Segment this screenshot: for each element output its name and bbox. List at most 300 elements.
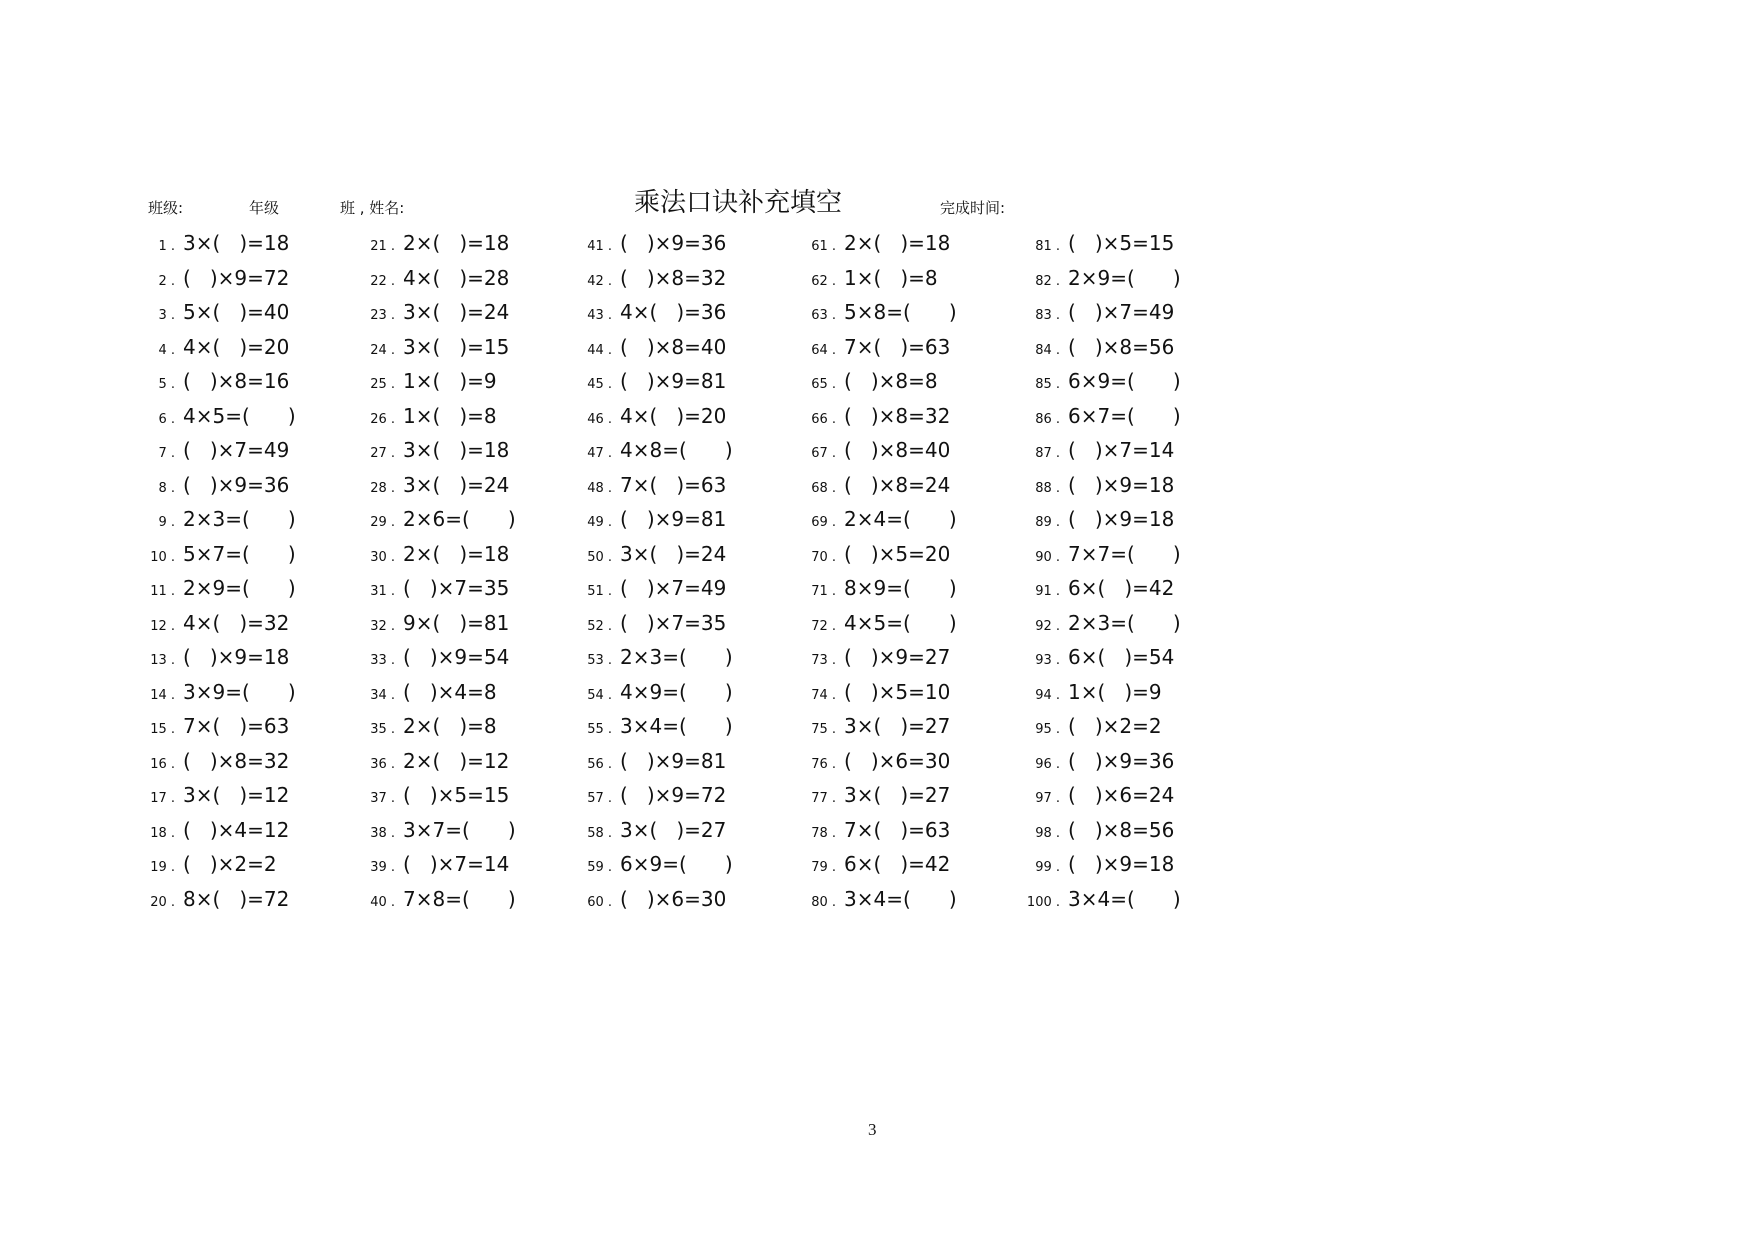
problem-item xyxy=(145,502,296,537)
problem-item xyxy=(582,295,733,330)
problem-item xyxy=(582,847,733,882)
problem-equation: ( )×8=56 xyxy=(1068,817,1175,842)
problem-number: 43 . xyxy=(587,308,612,323)
problem-item xyxy=(582,640,733,675)
problem-number: 93 . xyxy=(1035,653,1060,668)
problem-item xyxy=(1020,364,1181,399)
problem-number: 32 . xyxy=(370,618,395,634)
problem-number: 65 . xyxy=(811,377,836,392)
problem-item xyxy=(806,571,957,606)
problem-equation: ( )×8=40 xyxy=(620,334,727,359)
problem-item xyxy=(145,399,296,434)
problem-equation: ( )×8=32 xyxy=(844,403,951,428)
problem-item xyxy=(365,468,516,503)
problem-item xyxy=(145,744,296,779)
problem-item xyxy=(806,606,957,641)
problem-number: 13 . xyxy=(150,653,175,668)
problem-item xyxy=(365,261,516,296)
problem-item xyxy=(1020,640,1181,675)
problem-number: 97 . xyxy=(1035,791,1060,806)
problem-number: 10 . xyxy=(150,549,175,565)
problem-equation: 4×( )=20 xyxy=(183,334,290,359)
problem-item xyxy=(145,433,296,468)
problem-item xyxy=(145,709,296,744)
problem-number: 53 . xyxy=(587,653,612,668)
problem-number: 45 . xyxy=(587,377,612,392)
problem-number: 85 . xyxy=(1035,377,1060,392)
problem-item xyxy=(145,468,296,503)
problem-number: 77 . xyxy=(811,791,836,806)
problem-equation: 2×3=( ) xyxy=(183,507,296,531)
problem-equation: ( )×9=72 xyxy=(183,265,290,290)
problem-number: 29 . xyxy=(370,515,395,530)
problem-equation: 4×5=( ) xyxy=(183,403,296,428)
problem-equation: ( )×7=14 xyxy=(403,852,510,876)
problem-equation: 3×( )=27 xyxy=(844,783,951,807)
problem-item xyxy=(582,778,733,813)
problem-item xyxy=(145,261,296,296)
problem-equation: 5×7=( ) xyxy=(183,541,296,566)
problem-item xyxy=(806,399,957,434)
problem-number: 39 . xyxy=(370,860,395,875)
problem-equation: 7×( )=63 xyxy=(844,817,951,842)
problem-number: 7 . xyxy=(158,446,175,461)
problem-item xyxy=(806,640,957,675)
problem-number: 16 . xyxy=(150,756,175,772)
problem-item xyxy=(365,330,516,365)
problem-equation: 6×7=( ) xyxy=(1068,403,1181,428)
problem-item xyxy=(1020,606,1181,641)
problem-item xyxy=(582,537,733,572)
problem-item xyxy=(1020,330,1181,365)
problem-number: 46 . xyxy=(587,411,612,427)
problem-item xyxy=(582,744,733,779)
problem-equation: 3×( )=24 xyxy=(620,541,727,566)
problem-number: 61 . xyxy=(811,239,836,254)
problem-column-5 xyxy=(1020,226,1181,916)
problem-item xyxy=(582,399,733,434)
problem-equation: 3×( )=12 xyxy=(183,783,290,807)
problem-equation: ( )×9=72 xyxy=(620,783,727,807)
problem-item xyxy=(365,226,516,261)
problem-number: 28 . xyxy=(370,480,395,496)
problem-item xyxy=(365,399,516,434)
problem-equation: 3×( )=24 xyxy=(403,300,510,324)
class-label: 班级: xyxy=(148,199,184,217)
problem-equation: ( )×2=2 xyxy=(183,852,277,876)
problem-number: 74 . xyxy=(811,687,836,703)
problem-equation: ( )×8=8 xyxy=(844,369,938,393)
problem-number: 35 . xyxy=(370,722,395,737)
problem-item xyxy=(1020,433,1181,468)
problem-item xyxy=(582,813,733,848)
problem-equation: ( )×5=20 xyxy=(844,541,951,566)
problem-column-3 xyxy=(582,226,733,916)
problem-number: 5 . xyxy=(158,377,175,392)
problem-item xyxy=(582,364,733,399)
problem-number: 49 . xyxy=(587,515,612,530)
problem-item xyxy=(365,744,516,779)
problem-item xyxy=(1020,502,1181,537)
problem-item xyxy=(365,571,516,606)
problem-number: 70 . xyxy=(811,549,836,565)
problem-equation: ( )×9=54 xyxy=(403,645,510,669)
problem-item xyxy=(1020,709,1181,744)
problem-equation: 7×7=( ) xyxy=(1068,541,1181,566)
problem-equation: 3×( )=18 xyxy=(183,231,290,255)
problem-item xyxy=(1020,778,1181,813)
problem-number: 11 . xyxy=(150,584,175,599)
problem-number: 4 . xyxy=(158,342,175,358)
problem-item xyxy=(582,330,733,365)
problem-equation: 4×9=( ) xyxy=(620,679,733,704)
problem-item xyxy=(582,433,733,468)
problem-item xyxy=(145,226,296,261)
problem-equation: 3×4=( ) xyxy=(844,886,957,911)
problem-number: 15 . xyxy=(150,722,175,737)
problem-equation: 8×( )=72 xyxy=(183,886,290,911)
problem-item xyxy=(145,606,296,641)
problem-item xyxy=(145,537,296,572)
problem-equation: 2×( )=12 xyxy=(403,748,510,773)
problem-item xyxy=(1020,399,1181,434)
problem-number: 80 . xyxy=(811,894,836,910)
problem-number: 38 . xyxy=(370,825,395,841)
problem-equation: ( )×5=15 xyxy=(403,783,510,807)
problem-number: 2 . xyxy=(158,273,175,289)
problem-equation: 9×( )=81 xyxy=(403,610,510,635)
problem-item xyxy=(1020,261,1181,296)
problem-number: 36 . xyxy=(370,756,395,772)
problem-number: 62 . xyxy=(811,273,836,289)
problem-equation: 6×( )=54 xyxy=(1068,645,1175,669)
page-number: 3 xyxy=(868,1120,877,1139)
problem-item xyxy=(365,433,516,468)
problem-item xyxy=(806,433,957,468)
problem-equation: 3×( )=18 xyxy=(403,438,510,462)
problem-item xyxy=(806,744,957,779)
problem-number: 59 . xyxy=(587,860,612,875)
problem-equation: ( )×9=81 xyxy=(620,507,727,531)
problem-item xyxy=(145,640,296,675)
problem-equation: ( )×9=27 xyxy=(844,645,951,669)
problem-item xyxy=(365,675,516,710)
problem-number: 47 . xyxy=(587,446,612,461)
problem-equation: ( )×7=35 xyxy=(403,576,510,600)
problem-equation: 4×( )=20 xyxy=(620,403,727,428)
problem-number: 90 . xyxy=(1035,549,1060,565)
completion-time-label: 完成时间: xyxy=(940,199,1006,217)
problem-equation: 5×( )=40 xyxy=(183,300,290,324)
problem-equation: ( )×5=10 xyxy=(844,679,951,704)
problem-number: 91 . xyxy=(1035,584,1060,599)
problem-item xyxy=(1020,813,1181,848)
problem-item xyxy=(806,295,957,330)
problem-item xyxy=(1020,468,1181,503)
problem-item xyxy=(582,261,733,296)
problem-number: 41 . xyxy=(587,239,612,254)
problem-number: 88 . xyxy=(1035,480,1060,496)
problem-equation: 2×3=( ) xyxy=(1068,610,1181,635)
problem-equation: ( )×4=12 xyxy=(183,817,290,842)
problem-item xyxy=(1020,847,1181,882)
problem-number: 94 . xyxy=(1035,687,1060,703)
problem-item xyxy=(1020,537,1181,572)
problem-item xyxy=(582,709,733,744)
problem-equation: 4×( )=28 xyxy=(403,265,510,290)
problem-equation: ( )×2=2 xyxy=(1068,714,1162,738)
problem-number: 92 . xyxy=(1035,618,1060,634)
problem-item xyxy=(365,364,516,399)
problem-item xyxy=(365,882,516,917)
problem-equation: 3×( )=27 xyxy=(620,817,727,842)
problem-number: 71 . xyxy=(811,584,836,599)
problem-equation: ( )×9=36 xyxy=(183,472,290,497)
problem-equation: ( )×5=15 xyxy=(1068,231,1175,255)
problem-equation: 3×7=( ) xyxy=(403,817,516,842)
problem-number: 50 . xyxy=(587,549,612,565)
problem-number: 20 . xyxy=(150,894,175,910)
problem-equation: ( )×7=49 xyxy=(620,576,727,600)
problem-number: 18 . xyxy=(150,825,175,841)
problem-item xyxy=(1020,571,1181,606)
problem-number: 73 . xyxy=(811,653,836,668)
problem-number: 52 . xyxy=(587,618,612,634)
problem-item xyxy=(1020,295,1181,330)
problem-number: 60 . xyxy=(587,894,612,910)
problem-number: 12 . xyxy=(150,618,175,634)
problem-item xyxy=(1020,744,1181,779)
problem-item xyxy=(145,330,296,365)
problem-item xyxy=(806,882,957,917)
problem-equation: 7×( )=63 xyxy=(620,472,727,497)
problem-item xyxy=(806,537,957,572)
problem-number: 1 . xyxy=(158,239,175,254)
problem-equation: 3×( )=24 xyxy=(403,472,510,497)
problem-item xyxy=(806,675,957,710)
problem-number: 51 . xyxy=(587,584,612,599)
problem-item xyxy=(145,364,296,399)
problem-number: 87 . xyxy=(1035,446,1060,461)
problem-number: 48 . xyxy=(587,480,612,496)
problem-item xyxy=(806,709,957,744)
problem-equation: 4×5=( ) xyxy=(844,610,957,635)
problem-number: 79 . xyxy=(811,860,836,875)
problem-number: 82 . xyxy=(1035,273,1060,289)
problem-item xyxy=(1020,675,1181,710)
problem-item xyxy=(582,606,733,641)
problem-number: 96 . xyxy=(1035,756,1060,772)
problem-column-1 xyxy=(145,226,296,916)
problem-equation: ( )×9=18 xyxy=(1068,507,1175,531)
problem-column-2 xyxy=(365,226,516,916)
problem-equation: ( )×9=36 xyxy=(620,231,727,255)
problem-item xyxy=(806,468,957,503)
problem-equation: ( )×8=32 xyxy=(620,265,727,290)
problem-equation: 1×( )=9 xyxy=(403,369,497,393)
problem-equation: 6×( )=42 xyxy=(844,852,951,876)
problem-item xyxy=(582,468,733,503)
problem-equation: 2×( )=18 xyxy=(403,231,510,255)
problem-item xyxy=(806,502,957,537)
problem-equation: 2×6=( ) xyxy=(403,507,516,531)
problem-number: 98 . xyxy=(1035,825,1060,841)
problem-item xyxy=(365,709,516,744)
problem-number: 72 . xyxy=(811,618,836,634)
problem-number: 76 . xyxy=(811,756,836,772)
problem-equation: 2×( )=18 xyxy=(403,541,510,566)
problem-equation: 6×( )=42 xyxy=(1068,576,1175,600)
worksheet-title: 乘法口诀补充填空 xyxy=(634,188,843,218)
problem-number: 66 . xyxy=(811,411,836,427)
problem-equation: ( )×7=35 xyxy=(620,610,727,635)
problem-number: 89 . xyxy=(1035,515,1060,530)
problem-number: 84 . xyxy=(1035,342,1060,358)
problem-item xyxy=(1020,882,1181,917)
problem-number: 23 . xyxy=(370,308,395,323)
class-name-label: 班 , 姓名: xyxy=(340,199,405,217)
problem-item xyxy=(365,640,516,675)
problem-item xyxy=(365,502,516,537)
problem-number: 58 . xyxy=(587,825,612,841)
problem-number: 27 . xyxy=(370,446,395,461)
problem-item xyxy=(1020,226,1181,261)
problem-item xyxy=(365,537,516,572)
problem-number: 56 . xyxy=(587,756,612,772)
problem-number: 75 . xyxy=(811,722,836,737)
problem-item xyxy=(582,571,733,606)
problem-equation: 8×9=( ) xyxy=(844,576,957,600)
problem-number: 24 . xyxy=(370,342,395,358)
problem-equation: ( )×9=18 xyxy=(1068,852,1175,876)
problem-number: 81 . xyxy=(1035,239,1060,254)
problem-equation: 7×( )=63 xyxy=(844,334,951,359)
problem-number: 21 . xyxy=(370,239,395,254)
problem-number: 31 . xyxy=(370,584,395,599)
problem-item xyxy=(806,847,957,882)
problem-equation: 2×9=( ) xyxy=(183,576,296,600)
problem-item xyxy=(365,847,516,882)
problem-number: 95 . xyxy=(1035,722,1060,737)
problem-equation: ( )×9=18 xyxy=(1068,472,1175,497)
problem-number: 99 . xyxy=(1035,860,1060,875)
problem-equation: ( )×8=24 xyxy=(844,472,951,497)
problem-number: 6 . xyxy=(158,411,175,427)
problem-equation: 3×4=( ) xyxy=(1068,886,1181,911)
problem-equation: 2×( )=18 xyxy=(844,231,951,255)
problem-equation: 4×( )=36 xyxy=(620,300,727,324)
problem-number: 83 . xyxy=(1035,308,1060,323)
problem-number: 44 . xyxy=(587,342,612,358)
problem-equation: ( )×9=81 xyxy=(620,369,727,393)
problem-item xyxy=(365,606,516,641)
problem-number: 69 . xyxy=(811,515,836,530)
problem-equation: 7×8=( ) xyxy=(403,886,516,911)
problem-equation: ( )×6=24 xyxy=(1068,783,1175,807)
problem-equation: 3×( )=27 xyxy=(844,714,951,738)
problem-equation: 2×4=( ) xyxy=(844,507,957,531)
problem-item xyxy=(365,295,516,330)
problem-equation: 6×9=( ) xyxy=(1068,369,1181,393)
problem-item xyxy=(582,882,733,917)
problem-equation: 1×( )=8 xyxy=(844,265,938,290)
problem-number: 19 . xyxy=(150,860,175,875)
problem-item xyxy=(365,778,516,813)
problem-item xyxy=(582,226,733,261)
problem-item xyxy=(145,778,296,813)
problem-item xyxy=(806,364,957,399)
problem-item xyxy=(806,261,957,296)
problem-equation: ( )×8=40 xyxy=(844,438,951,462)
problem-equation: ( )×6=30 xyxy=(844,748,951,773)
problem-equation: ( )×8=32 xyxy=(183,748,290,773)
problem-item xyxy=(806,330,957,365)
problem-number: 64 . xyxy=(811,342,836,358)
problem-number: 3 . xyxy=(158,308,175,323)
problem-equation: ( )×9=36 xyxy=(1068,748,1175,773)
problem-item xyxy=(145,882,296,917)
problem-item xyxy=(145,675,296,710)
problem-equation: 2×9=( ) xyxy=(1068,265,1181,290)
problem-column-4 xyxy=(806,226,957,916)
problem-equation: 1×( )=9 xyxy=(1068,679,1162,704)
problem-item xyxy=(806,226,957,261)
problem-number: 37 . xyxy=(370,791,395,806)
problem-number: 67 . xyxy=(811,446,836,461)
problem-equation: ( )×6=30 xyxy=(620,886,727,911)
problem-number: 55 . xyxy=(587,722,612,737)
problem-number: 34 . xyxy=(370,687,395,703)
problem-equation: ( )×8=56 xyxy=(1068,334,1175,359)
problem-number: 86 . xyxy=(1035,411,1060,427)
problem-number: 33 . xyxy=(370,653,395,668)
problem-number: 40 . xyxy=(370,894,395,910)
problem-equation: 3×4=( ) xyxy=(620,714,733,738)
problem-equation: ( )×9=81 xyxy=(620,748,727,773)
problem-item xyxy=(145,813,296,848)
problem-equation: 1×( )=8 xyxy=(403,403,497,428)
problem-number: 78 . xyxy=(811,825,836,841)
problem-number: 22 . xyxy=(370,273,395,289)
problem-equation: 5×8=( ) xyxy=(844,300,957,324)
problem-item xyxy=(806,778,957,813)
problem-item xyxy=(365,813,516,848)
problem-number: 100 . xyxy=(1026,894,1060,910)
problem-item xyxy=(145,571,296,606)
problem-equation: 7×( )=63 xyxy=(183,714,290,738)
problem-equation: 3×( )=15 xyxy=(403,334,510,359)
problem-equation: ( )×7=49 xyxy=(1068,300,1175,324)
problem-equation: ( )×4=8 xyxy=(403,679,497,704)
problem-number: 63 . xyxy=(811,308,836,323)
problem-item xyxy=(145,847,296,882)
problem-number: 57 . xyxy=(587,791,612,806)
problem-number: 42 . xyxy=(587,273,612,289)
problem-equation: 4×8=( ) xyxy=(620,438,733,462)
problem-equation: 6×9=( ) xyxy=(620,852,733,876)
problem-equation: ( )×7=14 xyxy=(1068,438,1175,462)
problem-number: 17 . xyxy=(150,791,175,806)
problem-equation: 2×3=( ) xyxy=(620,645,733,669)
problem-equation: 4×( )=32 xyxy=(183,610,290,635)
problem-number: 14 . xyxy=(150,687,175,703)
problem-number: 25 . xyxy=(370,377,395,392)
problem-number: 54 . xyxy=(587,687,612,703)
problem-number: 68 . xyxy=(811,480,836,496)
problem-equation: ( )×7=49 xyxy=(183,438,290,462)
problem-number: 30 . xyxy=(370,549,395,565)
problem-equation: ( )×9=18 xyxy=(183,645,290,669)
